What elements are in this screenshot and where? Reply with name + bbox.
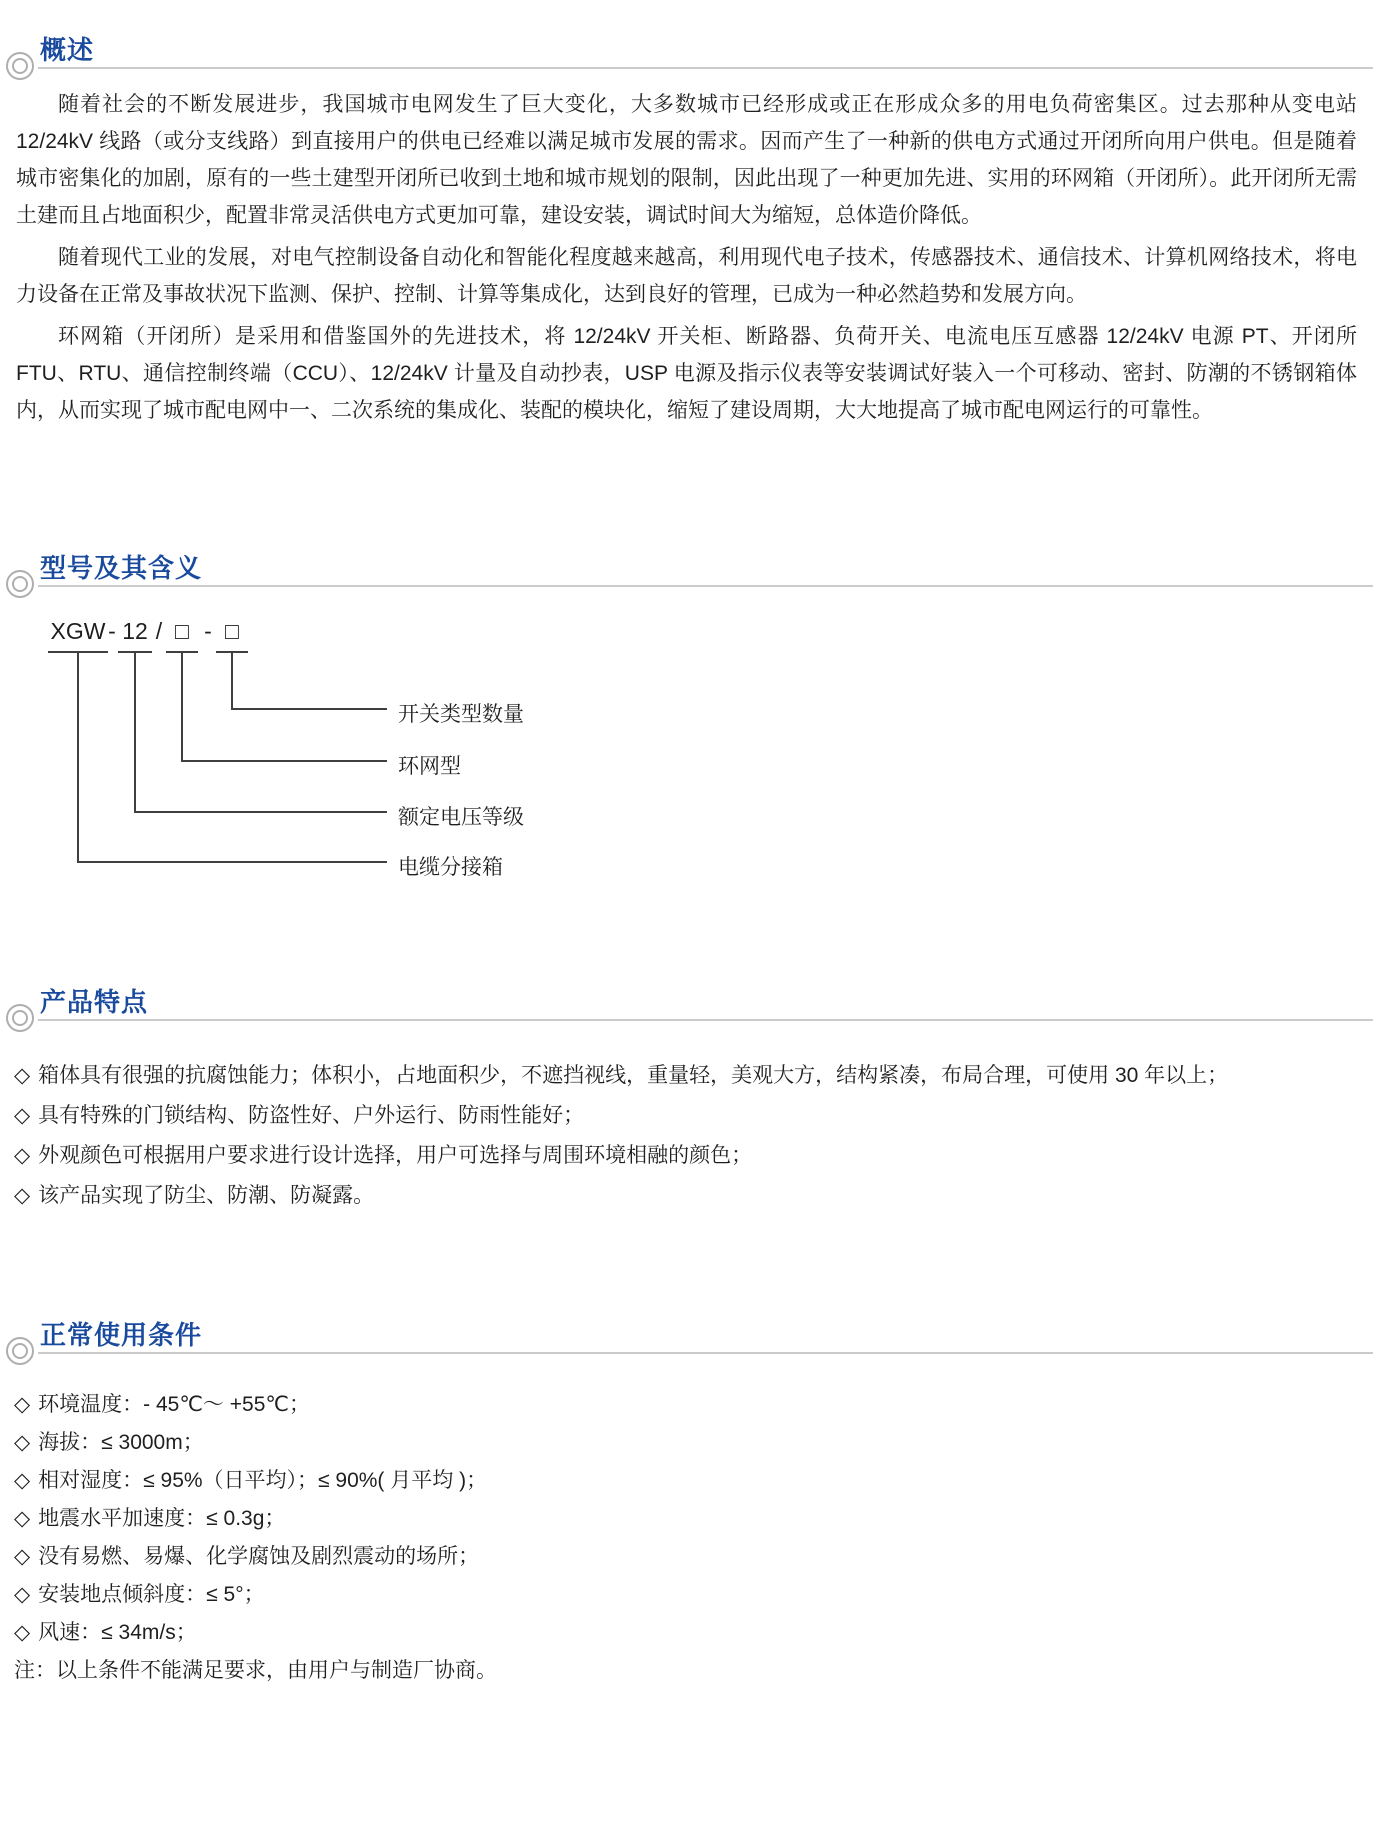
- diamond-bullet-icon: ◇: [14, 1393, 31, 1416]
- condition-item: [14, 1538, 1359, 1576]
- diamond-bullet-icon: ◇: [14, 1064, 31, 1087]
- section-ring-icon: [6, 1004, 34, 1032]
- model-part-voltage: 12: [122, 618, 148, 644]
- model-part-dash2: -: [204, 618, 212, 644]
- diamond-bullet-icon: ◇: [14, 1621, 31, 1644]
- overview-paragraph: 随着现代工业的发展，对电气控制设备自动化和智能化程度越来越高，利用现代电子技术，传感器技术、通信技术、计算机网络技术，将电力设备在正常及事故状况下监测、保护、控制、计算等集成化，达到良好的管理，已成为一种必然趋势和发展方向。: [16, 246, 1357, 306]
- section-ring-inner-icon: [12, 1343, 28, 1359]
- diamond-bullet-icon: ◇: [14, 1545, 31, 1568]
- condition-text: 地震水平加速度：≤ 0.3g；: [38, 1507, 286, 1530]
- overview-paragraph: 随着社会的不断发展进步，我国城市电网发生了巨大变化，大多数城市已经形成或正在形成众多的用电负荷密集区。过去那种从变电站 12/24kV 线路（或分支线路）到直接用户的供电已经难以满足城市发展的需求。因而产生了一种新的供电方式通过开闭所向用户供电。但是随着城市密集化的加剧，原有的一些土建型开闭所已收到土地和城市规划的限制，因此出现了一种更加先进、实用的环网箱（开闭所）。此开闭所无需土建而且占地面积少，配置非常灵活供电方式更加可靠，建设安装，调试时间大为缩短，总体造价降低。: [16, 93, 1357, 227]
- section-divider: [38, 585, 1373, 587]
- section-title-features: 产品特点: [40, 987, 149, 1017]
- overview-paragraph: 环网箱（开闭所）是采用和借鉴国外的先进技术，将 12/24kV 开关柜、断路器、负荷开关、电流电压互感器 12/24kV 电源 PT、开闭所 FTU、RTU、通信控制终端（CCU）、12/24kV 计量及自动抄表，USP 电源及指示仪表等安装调试好装入一个可移动、密封、防潮的不锈钢箱体内，从而实现了城市配电网中一、二次系统的集成化、装配的模块化，缩短了建设周期，大大地提高了城市配电网运行的可靠性。: [16, 325, 1357, 422]
- model-part-series: XGW: [50, 618, 106, 644]
- conditions-list: [14, 1386, 1359, 1690]
- section-header-overview: [0, 30, 1373, 86]
- condition-text: 海拔：≤ 3000m；: [38, 1431, 204, 1454]
- condition-item: [14, 1424, 1359, 1462]
- diagram-label-ring-type: 环网型: [398, 755, 461, 778]
- section-title-conditions: 正常使用条件: [40, 1320, 203, 1350]
- condition-text: 相对湿度：≤ 95%（日平均）；≤ 90%( 月平均 )；: [38, 1469, 488, 1492]
- section-header-features: [0, 982, 1373, 1038]
- section-ring-inner-icon: [12, 1010, 28, 1026]
- condition-item: [14, 1576, 1359, 1614]
- model-part-slash: /: [155, 618, 163, 644]
- section-ring-icon: [6, 52, 34, 80]
- diagram-label-rated-voltage: 额定电压等级: [398, 806, 524, 829]
- diagram-label-cable-box: 电缆分接箱: [398, 856, 503, 879]
- connector-line: [77, 653, 387, 863]
- condition-item: [14, 1462, 1359, 1500]
- diamond-bullet-icon: ◇: [14, 1431, 31, 1454]
- condition-text: 安装地点倾斜度：≤ 5°；: [38, 1583, 265, 1606]
- feature-text: 箱体具有很强的抗腐蚀能力；体积小，占地面积少，不遮挡视线，重量轻，美观大方，结构紧凑，布局合理，可使用 30 年以上；: [38, 1064, 1229, 1087]
- condition-item: [14, 1614, 1359, 1652]
- conditions-note: 注：以上条件不能满足要求，由用户与制造厂协商。: [14, 1659, 497, 1682]
- diamond-bullet-icon: ◇: [14, 1507, 31, 1530]
- section-ring-inner-icon: [12, 58, 28, 74]
- feature-item: [14, 1176, 1359, 1216]
- feature-text: 具有特殊的门锁结构、防盗性好、户外运行、防雨性能好；: [38, 1104, 585, 1127]
- diamond-bullet-icon: ◇: [14, 1144, 31, 1167]
- feature-item: [14, 1136, 1359, 1176]
- diamond-bullet-icon: ◇: [14, 1469, 31, 1492]
- diamond-bullet-icon: ◇: [14, 1583, 31, 1606]
- features-list: [14, 1056, 1359, 1216]
- feature-item: [14, 1056, 1359, 1096]
- model-part-box2: □: [225, 618, 239, 644]
- section-ring-inner-icon: [12, 576, 28, 592]
- section-title-model: 型号及其含义: [40, 553, 203, 583]
- condition-item: [14, 1500, 1359, 1538]
- condition-text: 环境温度：- 45℃～ +55℃；: [38, 1393, 310, 1416]
- model-part-dash: -: [108, 618, 116, 644]
- section-header-model: [0, 548, 1373, 604]
- feature-text: 该产品实现了防尘、防潮、防凝露。: [38, 1184, 375, 1207]
- condition-item: [14, 1386, 1359, 1424]
- section-ring-icon: [6, 570, 34, 598]
- diamond-bullet-icon: ◇: [14, 1104, 31, 1127]
- condition-text: 没有易燃、易爆、化学腐蚀及剧烈震动的场所；: [38, 1545, 480, 1568]
- condition-text: 风速：≤ 34m/s；: [38, 1621, 197, 1644]
- diamond-bullet-icon: ◇: [14, 1184, 31, 1207]
- diagram-label-switch-type-count: 开关类型数量: [398, 703, 524, 726]
- section-divider: [38, 67, 1373, 69]
- section-header-conditions: [0, 1315, 1373, 1371]
- overview-paragraphs: [16, 86, 1357, 434]
- section-divider: [38, 1019, 1373, 1021]
- section-ring-icon: [6, 1337, 34, 1365]
- feature-item: [14, 1096, 1359, 1136]
- model-part-box1: □: [175, 618, 189, 644]
- section-title-overview: 概述: [40, 35, 95, 65]
- feature-text: 外观颜色可根据用户要求进行设计选择，用户可选择与周围环境相融的颜色；: [38, 1144, 753, 1167]
- section-divider: [38, 1352, 1373, 1354]
